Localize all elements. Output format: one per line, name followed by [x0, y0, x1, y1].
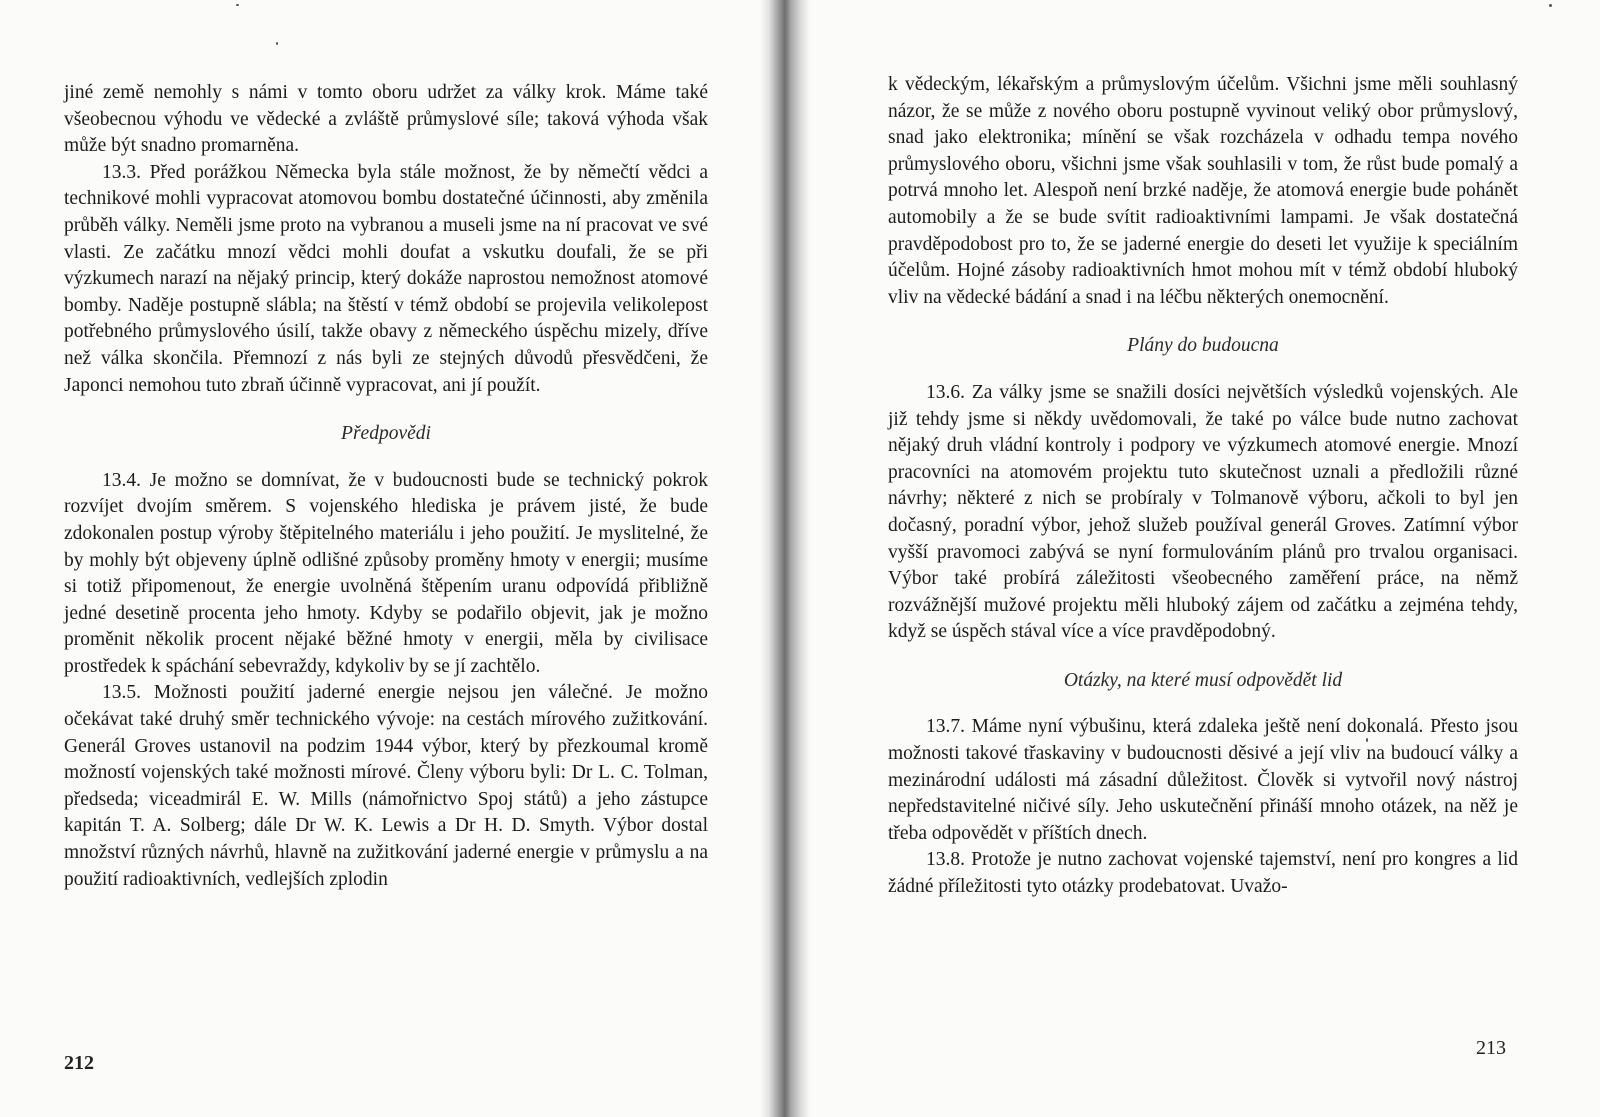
paper-speck — [1366, 738, 1368, 742]
book-gutter — [760, 0, 810, 1117]
right-page — [810, 0, 1600, 1117]
paragraph-continuation: jiné země nemohly s námi v tomto oboru udržet za války krok. Máme také všeobecnou výhodu ve vědecké a zvláště průmyslové síle; taková výhoda však může být snadno promarněna. — [64, 82, 708, 157]
section-heading-predpovedi: Předpovědi — [341, 423, 431, 445]
paragraph-13-7: 13.7. Máme nyní výbušinu, která zdaleka ještě není dokonalá. Přesto jsou možnosti takové třaskaviny v budoucnosti děsivé a její vliv na budoucí války a mezinárodní události má zásadní důležitost. Člověk si vytvořil nový nástroj nepředstavitelné ničivé síly. Jeho uskutečnění přináší mnoho otázek, na něž je třeba odpovědět v příštích dnech. — [888, 716, 1518, 844]
page-number-left: 212 — [64, 1052, 94, 1074]
paragraph-13-8: 13.8. Protože je nutno zachovat vojenské tajemství, není pro kongres a lid žádné příležitosti tyto otázky prodebatovat. Uvažo- — [888, 849, 1518, 898]
paragraph-13-5: 13.5. Možnosti použití jaderné energie nejsou jen válečné. Je možno očekávat také druhý směr technického vývoje: na cestách mírového zužitkování. Generál Groves ustanovil na podzim 1944 výbor, který by přezkoumal kromě možností vojenských také možnosti mírové. Členy výboru byli: Dr L. C. Tolman, předseda; viceadmirál E. W. Mills (námořnictvo Spoj států) a jeho zástupce kapitán T. A. Solberg; dále Dr W. K. Lewis a Dr H. D. Smyth. Výbor dostal množství různých návrhů, hlavně na zužitkování jaderné energie v průmyslu a na použití radioaktivních, vedlejších zplodin — [64, 682, 708, 890]
left-page-text — [64, 80, 708, 893]
page-number-right: 213 — [1476, 1037, 1506, 1059]
right-page-text — [888, 72, 1518, 901]
section-heading-plany: Plány do budoucna — [1127, 335, 1279, 357]
paper-speck — [236, 4, 239, 6]
paragraph-13-4: 13.4. Je možno se domnívat, že v budoucnosti bude se technický pokrok rozvíjet dvojím směrem. S vojenského hlediska je právem jisté, že bude zdokonalen postup výroby štěpitelného materiálu i jeho použití. Je myslitelné, že by mohly být objeveny úplně odlišné způsoby proměny hmoty v energii; musíme si totiž připomenout, že energie uvolněná štěpením uranu odpovídá přibližně jedné desetině procenta jeho hmoty. Kdyby se podařilo objevit, jak je možno proměnit několik procent nějaké běžné hmoty v energii, měla by civilisace prostředek k spáchání sebevraždy, kdykoliv by se jí zachtělo. — [64, 469, 708, 677]
paragraph-13-6: 13.6. Za války jsme se snažili dosíci největších výsledků vojenských. Ale již tehdy jsme si někdy uvědomovali, že také po válce bude nutno zachovat nějaký druh vládní kontroly i podpory ve výzkumech atomové energie. Mnozí pracovníci na atomovém projektu tuto skutečnost uznali a předložili různé návrhy; některé z nich se probíraly v Tolmanově výboru, ačkoli to byl jen dočasný, poradní výbor, jehož služeb používal generál Groves. Zatímní výbor vyšší pravomoci zabývá se nyní formulováním plánů pro trvalou organisaci. Výbor také probírá záležitosti všeobecného zaměření práce, na němž rozvážnější mužové projektu měli hluboký zájem od začátku a zejména tehdy, když se úspěch stával více a více pravděpodobný. — [888, 381, 1518, 643]
left-page — [0, 0, 760, 1117]
paragraph-continuation-right: k vědeckým, lékařským a průmyslovým účelům. Všichni jsme měli souhlasný názor, že se může z nového oboru postupně vyvinout veliký obor průmyslový, snad jako elektronika; mínění se však rozcházela v odhadu tempa nového průmyslového oboru, všichni jsme však souhlasili v tom, že růst bude pomalý a potrvá mnoho let. Alespoň není brzké naděje, že atomová energie bude pohánět automobily a že se bude svítit radioaktivními lampami. Je však dostatečná pravděpodobost pro to, že se jaderné energie do deseti let využije k speciálním účelům. Hojné zásoby radioaktivních hmot mohou mít v témž období hluboký vliv na vědecké bádání a snad i na léčbu některých onemocnění. — [888, 74, 1518, 308]
paragraph-13-3: 13.3. Před porážkou Německa byla stále možnost, že by němečtí vědci a technikové mohli vypracovat atomovou bombu dostatečné účinnosti, aby změnila průběh války. Neměli jsme proto na vybranou a museli jsme na ní pracovat ve své vlasti. Ze začátku mnozí vědci mohli doufat a vskutku doufali, že se při výzkumech narazí na nějaký princip, který dokáže naprostou nemožnost atomové bomby. Naděje postupně slábla; na štěstí v témž období se projevila velikolepost potřebného průmyslového úsilí, takže obavy z německého úspěchu mizely, dříve než válka skončila. Přemnozí z nás byli ze stejných důvodů přesvědčeni, že Japonci nemohou tuto zbraň účinně vypracovat, ani jí použít. — [64, 161, 708, 396]
section-heading-otazky: Otázky, na které musí odpovědět lid — [1063, 669, 1343, 691]
paper-speck — [1549, 4, 1552, 7]
paper-speck — [276, 42, 278, 45]
